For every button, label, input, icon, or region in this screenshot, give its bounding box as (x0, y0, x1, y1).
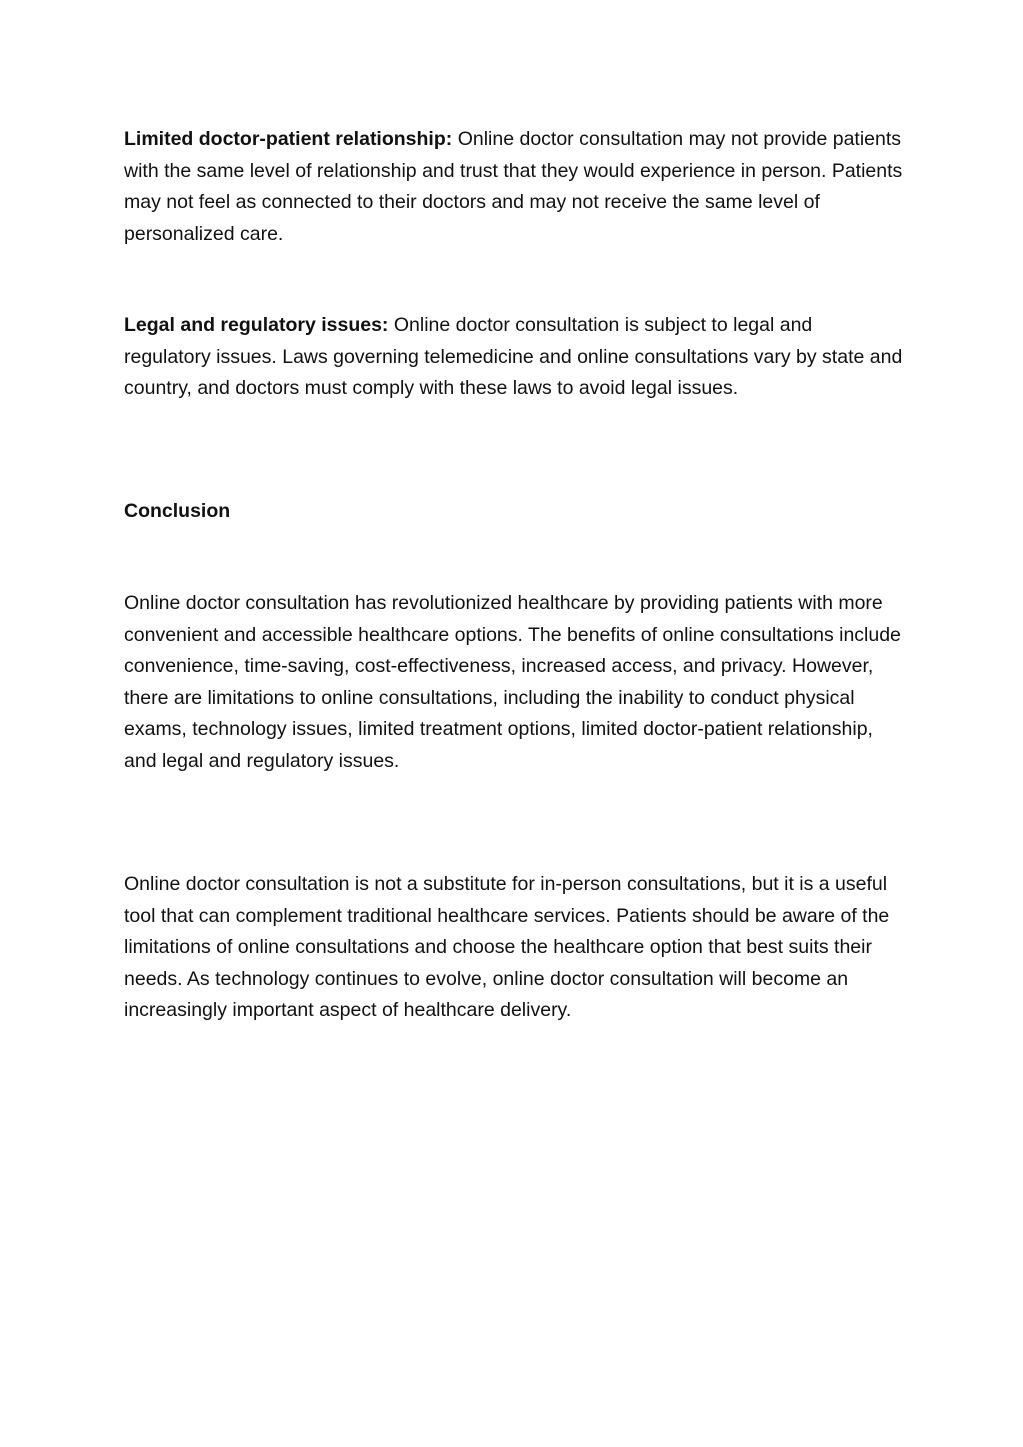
conclusion-paragraph-2: Online doctor consultation is not a substitute for in-person consultations, but it is a useful tool that can complement traditional healthcare services. Patients should be aware of the limitations of online consultations and choose the healthcare option that best suits their needs. As technology continues to evolve, online doctor consultation will become an increasingly important aspect of healthcare delivery. (124, 873, 890, 1022)
limited-relationship-paragraph (124, 124, 904, 250)
conclusion-paragraph-1: Online doctor consultation has revolutionized healthcare by providing patients with more convenient and accessible healthcare options. The benefits of online consultations include convenience, time-saving, cost-effectiveness, increased access, and privacy. However, there are limitations to online consultations, including the inability to conduct physical exams, technology issues, limited treatment options, limited doctor-patient relationship, and legal and regulatory issues. (124, 592, 901, 772)
limited-relationship-heading: Limited doctor-patient relationship: (124, 128, 453, 150)
legal-regulatory-paragraph (124, 310, 904, 405)
limited-relationship-text: Online doctor consultation may not provide patients with the same level of relationship and trust that they would experience in person. Patients may not feel as connected to their doctors and may not receive the same level of personalized care. (124, 128, 903, 245)
conclusion-heading: Conclusion (124, 500, 231, 522)
legal-regulatory-text: Online doctor consultation is subject to legal and regulatory issues. Laws governing telemedicine and online consultations vary by state and country, and doctors must comply with these laws to avoid legal issues. (124, 314, 903, 400)
legal-regulatory-heading: Legal and regulatory issues: (124, 314, 389, 336)
